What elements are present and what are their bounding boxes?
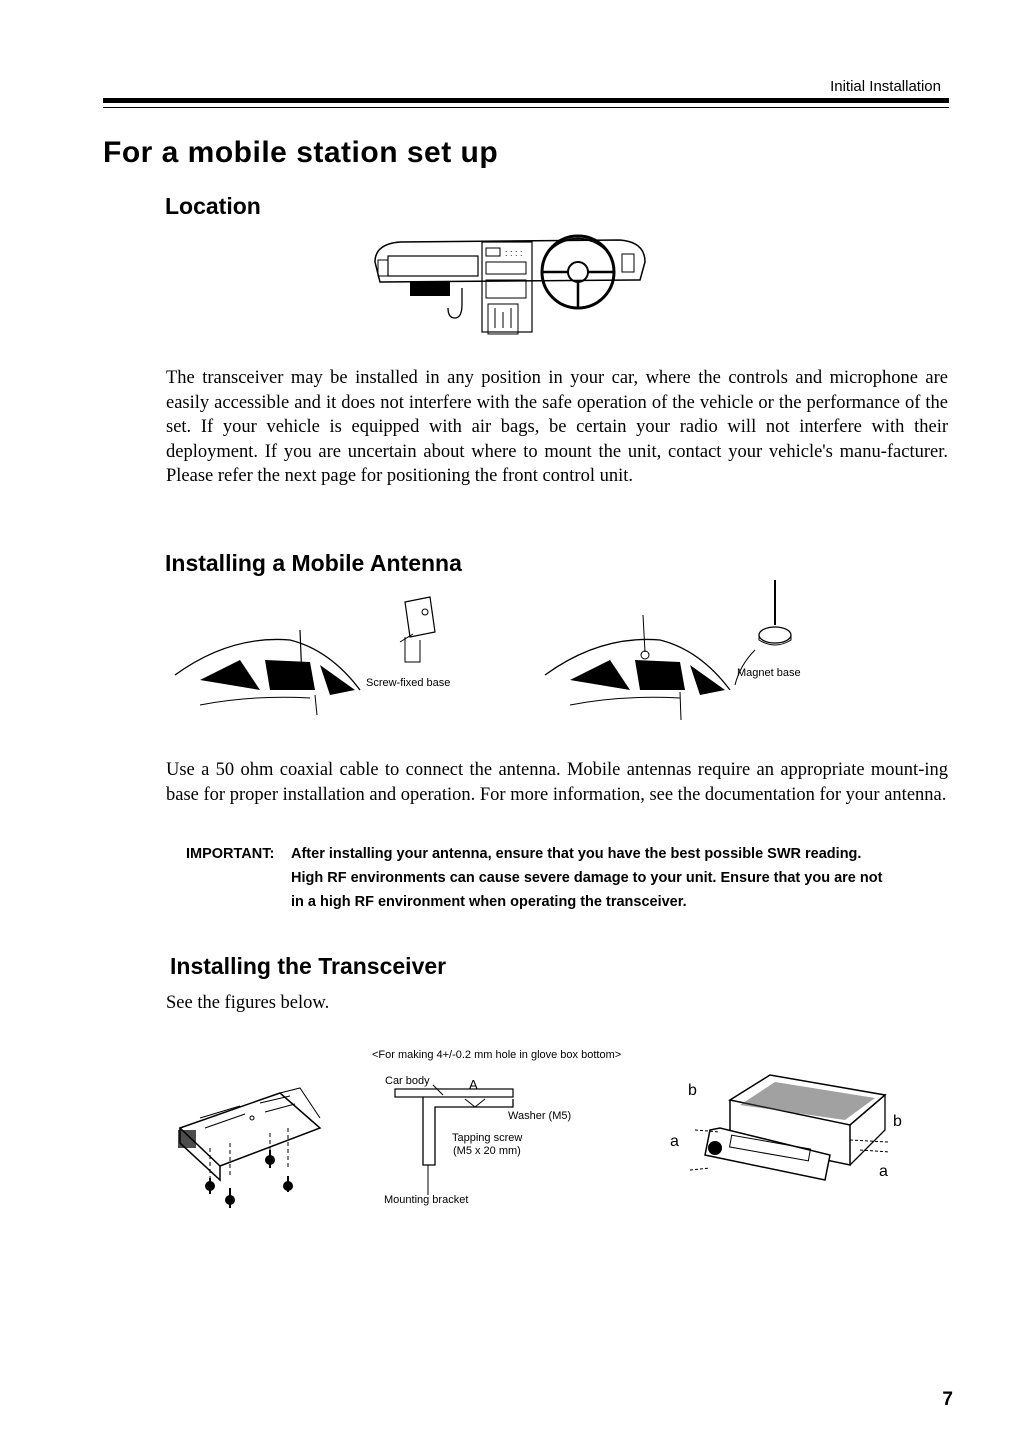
hole-figure-caption: <For making 4+/-0.2 mm hole in glove box bottom> (372, 1049, 622, 1061)
screw-b-left-label: b (688, 1082, 697, 1099)
screw-a-left-label: a (670, 1133, 679, 1150)
screw-base-detail-icon (395, 592, 445, 667)
tapping-screw-label: Tapping screw (452, 1132, 523, 1144)
transceiver-heading (170, 953, 446, 980)
important-line-1: After installing your antenna, ensure that you have the best possible SWR reading. (291, 846, 862, 862)
tapping-screw-size-label: (M5 x 20 mm) (453, 1145, 521, 1157)
location-paragraph: The transceiver may be installed in any position in your car, where the controls and microphone are easily accessible and it does not interfere with the safe operation of the vehicle or the performance of the set. If your vehicle is equipped with air bags, be certain your radio will not interfere with their deployment. If you are uncertain about where to mount the unit, contact your vehicle's manu-facturer. Please refer the next page for positioning the front control unit. (166, 368, 948, 486)
magnet-base-label: Magnet base (737, 667, 801, 679)
car-magnet-base-illustration (540, 580, 810, 720)
transceiver-heading-part1: Installing the (170, 953, 312, 979)
header-rule-thin (103, 107, 949, 108)
important-label: IMPORTANT: (186, 846, 275, 862)
car-body-label: Car body (385, 1075, 430, 1087)
screw-b-right-label: b (893, 1113, 902, 1130)
running-header: Initial Installation (830, 78, 941, 95)
mounting-bracket-illustration (170, 1088, 330, 1213)
page-title: For a mobile station set up (103, 136, 499, 169)
important-line-3: in a high RF environment when operating the transceiver. (291, 894, 687, 910)
screw-fixed-base-label: Screw-fixed base (366, 677, 451, 689)
dashboard-illustration (370, 232, 650, 344)
location-heading: Location (165, 193, 261, 219)
section-a-label: A (469, 1077, 478, 1092)
screw-a-right-label: a (879, 1163, 888, 1180)
transceiver-paragraph: See the figures below. (166, 993, 330, 1013)
important-line-2: High RF environments can cause severe damage to your unit. Ensure that you are not (291, 870, 883, 886)
antenna-paragraph: Use a 50 ohm coaxial cable to connect the antenna. Mobile antennas require an appropriate mount-ing base for proper installation and operation. For more information, see the documentation for your antenna. (166, 760, 948, 805)
header-rule-thick (103, 98, 949, 103)
svg-text:: : : :: : : : : (505, 248, 523, 258)
mounting-bracket-label: Mounting bracket (384, 1194, 469, 1206)
washer-label: Washer (M5) (508, 1110, 572, 1122)
transceiver-heading-part2: Transceiver (318, 953, 447, 979)
page-number: 7 (942, 1389, 953, 1410)
transceiver-in-bracket-illustration (690, 1070, 890, 1190)
car-screw-base-illustration (170, 590, 370, 720)
antenna-heading: Installing a Mobile Antenna (165, 550, 462, 576)
